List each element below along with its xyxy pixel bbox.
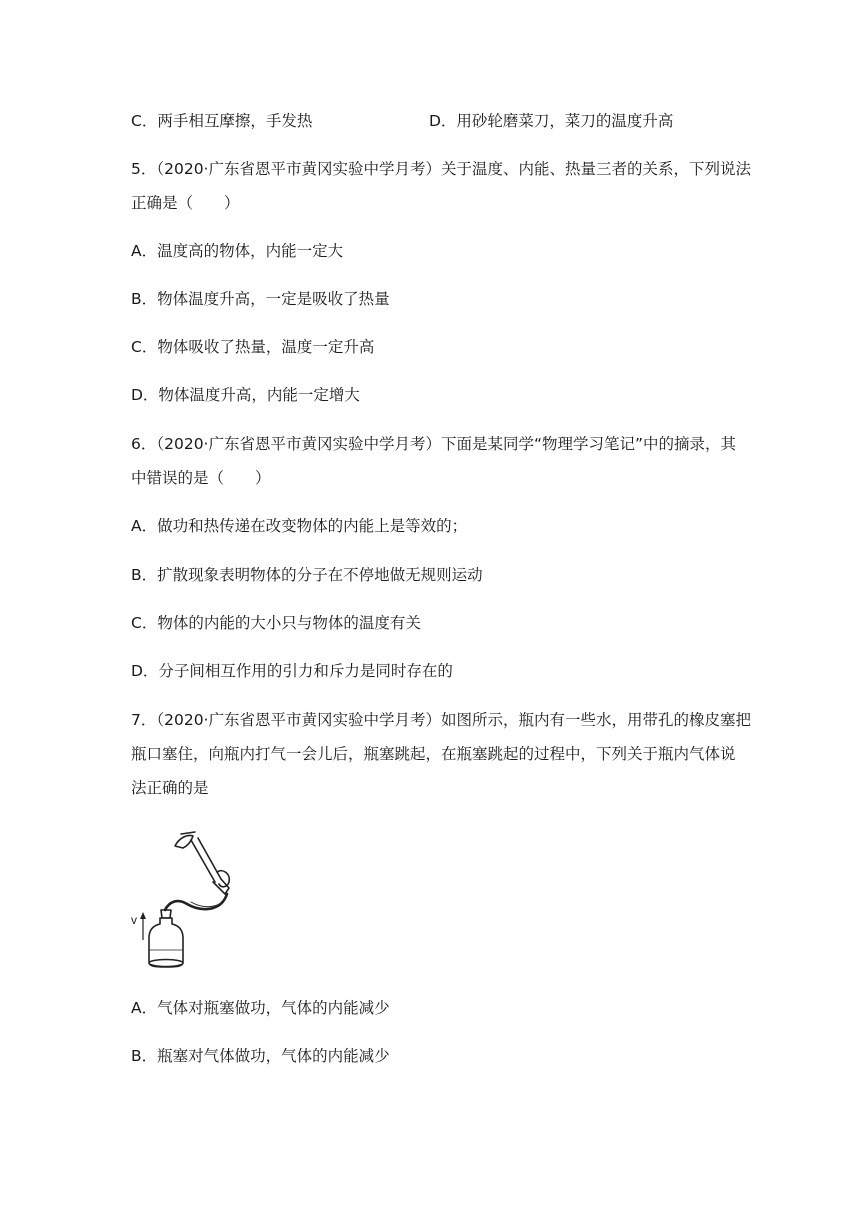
q6-option-d: D．分子间相互作用的引力和斥力是同时存在的 xyxy=(131,662,453,680)
q7-option-b: B．瓶塞对气体做功，气体的内能减少 xyxy=(131,1047,390,1065)
velocity-label: v xyxy=(131,913,137,927)
q6-option-a: A．做功和热传递在改变物体的内能上是等效的； xyxy=(131,517,468,535)
bottle-pump-figure xyxy=(131,824,251,972)
q4-options-row xyxy=(131,110,731,132)
q7-stem-line1: 7．（2020·广东省恩平市黄冈实验中学月考）如图所示，瓶内有一些水，用带孔的橡皮塞把 xyxy=(131,711,751,729)
q5-option-a: A．温度高的物体，内能一定大 xyxy=(131,242,344,260)
q4-option-d: D．用砂轮磨菜刀，菜刀的温度升高 xyxy=(429,112,674,130)
q5-option-d: D．物体温度升高，内能一定增大 xyxy=(131,386,360,404)
q6-stem-line1: 6．（2020·广东省恩平市黄冈实验中学月考）下面是某同学“物理学习笔记”中的摘录，其 xyxy=(131,435,737,453)
arrow-head-icon xyxy=(140,912,146,919)
q7-stem-line3: 法正确的是 xyxy=(131,779,209,797)
q5-stem-line2: 正确是（ ） xyxy=(131,194,240,212)
q6-stem-line2: 中错误的是（ ） xyxy=(131,469,271,487)
bottle-stopper xyxy=(161,910,171,918)
q6-option-b: B．扩散现象表明物体的分子在不停地做无规则运动 xyxy=(131,566,483,584)
q7-option-a: A．气体对瓶塞做功，气体的内能减少 xyxy=(131,999,390,1017)
q5-option-b: B．物体温度升高，一定是吸收了热量 xyxy=(131,290,390,308)
q4-option-c: C．两手相互摩擦，手发热 xyxy=(131,112,313,130)
q7-stem-line2: 瓶口塞住，向瓶内打气一会儿后，瓶塞跳起，在瓶塞跳起的过程中，下列关于瓶内气体说 xyxy=(131,745,736,763)
q6-option-c: C．物体的内能的大小只与物体的温度有关 xyxy=(131,614,421,632)
q5-stem-line1: 5．（2020·广东省恩平市黄冈实验中学月考）关于温度、内能、热量三者的关系，下列说法 xyxy=(131,160,751,178)
air-tube xyxy=(165,894,227,910)
hand-icon xyxy=(175,835,193,848)
q5-option-c: C．物体吸收了热量，温度一定升高 xyxy=(131,338,375,356)
